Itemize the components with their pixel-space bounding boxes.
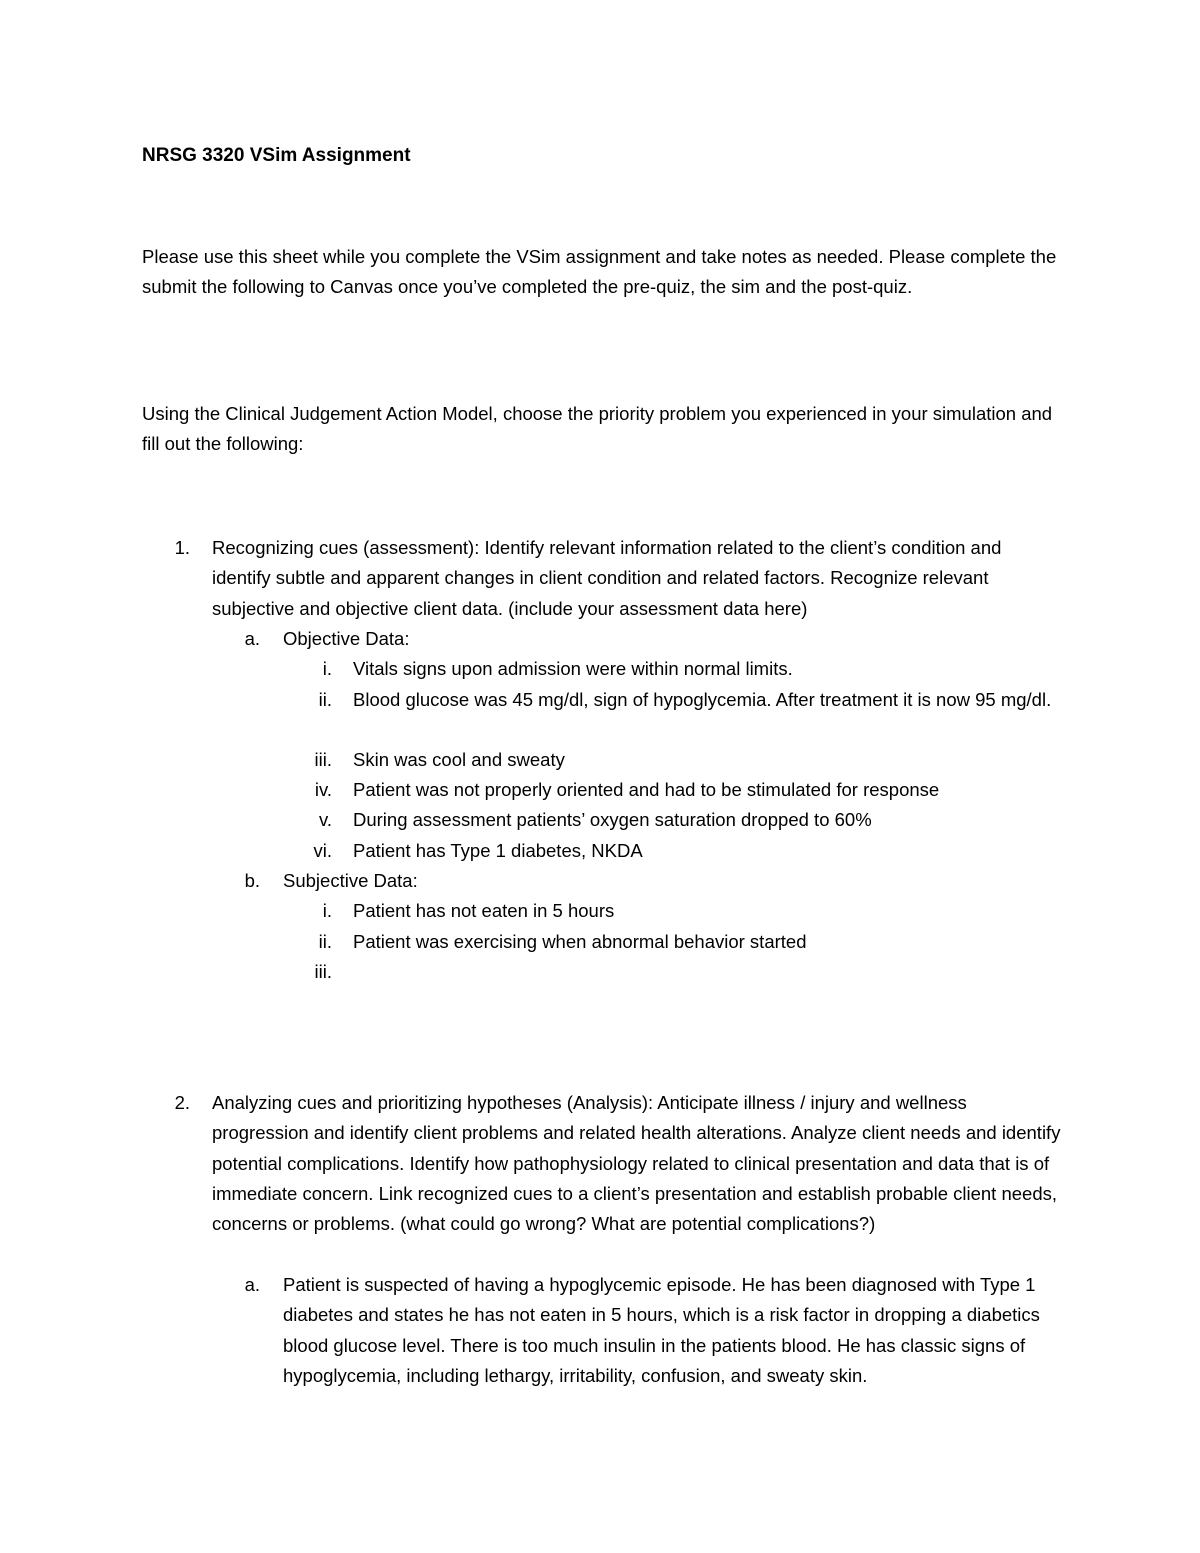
subjective-data-label: Subjective Data:: [283, 870, 418, 891]
list-marker: b.: [244, 870, 260, 891]
list-marker: i.: [322, 658, 332, 679]
list-marker: iii.: [314, 749, 332, 770]
list-marker: 2.: [174, 1092, 190, 1113]
list-marker: vi.: [313, 840, 332, 861]
document-title: NRSG 3320 VSim Assignment: [142, 145, 411, 166]
recognizing-cues-text: Recognizing cues (assessment): Identify relevant information related to the client’s condition and identify subtle and apparent changes in client condition and related factors. Recognize relevant subjective and objective client data. (include your assessment data here): [212, 537, 1002, 619]
list-marker: 1.: [174, 537, 190, 558]
list-marker: iv.: [314, 779, 332, 800]
list-marker: a.: [244, 1274, 260, 1295]
instructions-paragraph: Using the Clinical Judgement Action Model, choose the priority problem you experienced in your simulation and fill out the following:: [142, 403, 1053, 455]
list-marker: i.: [322, 900, 332, 921]
objective-data-label: Objective Data:: [283, 628, 410, 649]
list-marker: a.: [244, 628, 260, 649]
list-item-text: Blood glucose was 45 mg/dl, sign of hypoglycemia. After treatment it is now 95 mg/dl.: [353, 689, 1052, 710]
list-item-text: Patient has Type 1 diabetes, NKDA: [353, 840, 643, 861]
list-item-text: Patient was exercising when abnormal behavior started: [353, 931, 807, 952]
list-item-text: Vitals signs upon admission were within normal limits.: [353, 658, 793, 679]
list-item-text: During assessment patients’ oxygen saturation dropped to 60%: [353, 809, 872, 830]
list-marker: v.: [318, 809, 332, 830]
intro-paragraph: Please use this sheet while you complete the VSim assignment and take notes as needed. Please complete the submit the following to Canvas once you’ve completed the pre-quiz, the sim and the post-quiz.: [142, 246, 1057, 298]
list-marker: iii.: [314, 961, 332, 982]
list-item-text: Patient has not eaten in 5 hours: [353, 900, 615, 921]
list-item-text: Skin was cool and sweaty: [353, 749, 565, 770]
list-marker: ii.: [318, 931, 332, 952]
list-marker: ii.: [318, 689, 332, 710]
analysis-answer-text: Patient is suspected of having a hypoglycemic episode. He has been diagnosed with Type 1 diabetes and states he has not eaten in 5 hours, which is a risk factor in dropping a diabetics blood glucose level. There is too much insulin in the patients blood. He has classic signs of hypoglycemia, including lethargy, irritability, confusion, and sweaty skin.: [283, 1274, 1040, 1386]
analyzing-cues-text: Analyzing cues and prioritizing hypotheses (Analysis): Anticipate illness / injury and wellness progression and identify client problems and related health alterations. Analyze client needs and identify potential complications. Identify how pathophysiology related to clinical presentation and data that is of immediate concern. Link recognized cues to a client’s presentation and establish probable client needs, concerns or problems. (what could go wrong? What are potential complications?): [212, 1092, 1061, 1235]
list-item-text: Patient was not properly oriented and had to be stimulated for response: [353, 779, 940, 800]
